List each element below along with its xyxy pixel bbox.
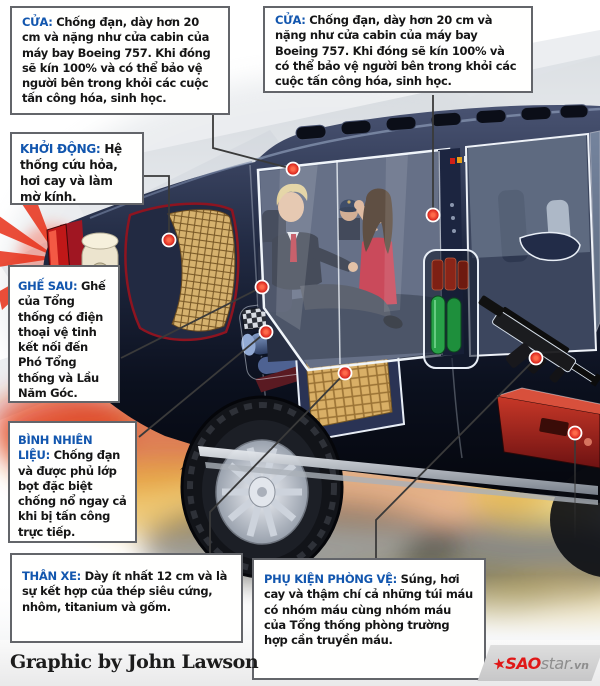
callout-defense-accessories <box>252 558 486 680</box>
callout-label: CỬA: <box>22 15 53 29</box>
callout-door-right <box>263 6 533 93</box>
callout-text: Hệ thống cứu hỏa, hơi cay và làm mờ kính. <box>20 142 122 204</box>
front-door-area <box>466 131 600 356</box>
callout-car-body <box>10 553 243 643</box>
marker-dot-fuel-line <box>260 326 273 339</box>
cabin-glass <box>258 149 451 370</box>
star-icon: ★ <box>491 653 508 674</box>
callout-rear-seat <box>8 265 120 403</box>
callout-label: BÌNH NHIÊN LIỆU: <box>18 433 93 463</box>
callout-fuel-tank <box>8 421 137 543</box>
saostar-logo-text: ★ SAO star .vn <box>491 653 590 674</box>
callout-text: Chống đạn, dày hơn 20 cm và nặng như cửa cabin của máy bay Boeing 757. Khi đóng sẽ kín 100% và có thể bảo vệ người bên trong khỏi các cuộc tấn công hóa, sinh học. <box>275 13 517 89</box>
marker-dot-rear-seat <box>256 281 269 294</box>
marker-dot-gun <box>530 352 543 365</box>
credit-text: Graphic by John Lawson <box>10 651 259 673</box>
marker-dot-ignition <box>163 234 176 247</box>
callout-ignition <box>10 132 144 205</box>
callout-label: CỬA: <box>275 13 306 27</box>
marker-dot-fuel-tank <box>569 427 582 440</box>
saostar-logo[interactable] <box>477 645 600 681</box>
callout-text: Dày ít nhất 12 cm và là sự kết hợp của thép siêu cứng, nhôm, titanium và gốm. <box>22 569 228 614</box>
oxygen-tank-compartment <box>424 250 478 368</box>
callout-label: KHỞI ĐỘNG: <box>20 142 101 156</box>
marker-dot-body <box>339 367 352 380</box>
callout-door-left <box>10 6 230 115</box>
callout-text: Chống đạn và được phủ lớp bọt đặc biệt chống nổ ngay cả khi bị tấn công trực tiếp. <box>18 448 127 539</box>
callout-label: PHỤ KIỆN PHÒNG VỆ: <box>264 572 397 586</box>
marker-dot-door-left <box>287 163 300 176</box>
callout-label: THÂN XE: <box>22 569 81 583</box>
callout-label: GHẾ SAU: <box>18 279 78 293</box>
rear-wheel <box>180 397 344 577</box>
callout-text: Chống đạn, dày hơn 20 cm và nặng như cửa cabin của máy bay Boeing 757. Khi đóng sẽ kín 100% và có thể bảo vệ người bên trong khỏi các cuộc tấn công hóa, sinh học. <box>22 15 211 106</box>
callout-text: Súng, hơi cay và thậm chí cả những túi máu có nhóm máu cùng nhóm máu của Tổng thống phòng trường hợp cần truyền máu. <box>264 572 473 648</box>
callout-text: Ghế của Tổng thống có điện thoại vệ tinh kết nối đến Phó Tổng thống và Lầu Năm Góc. <box>18 279 106 400</box>
marker-dot-door-right <box>427 209 440 222</box>
